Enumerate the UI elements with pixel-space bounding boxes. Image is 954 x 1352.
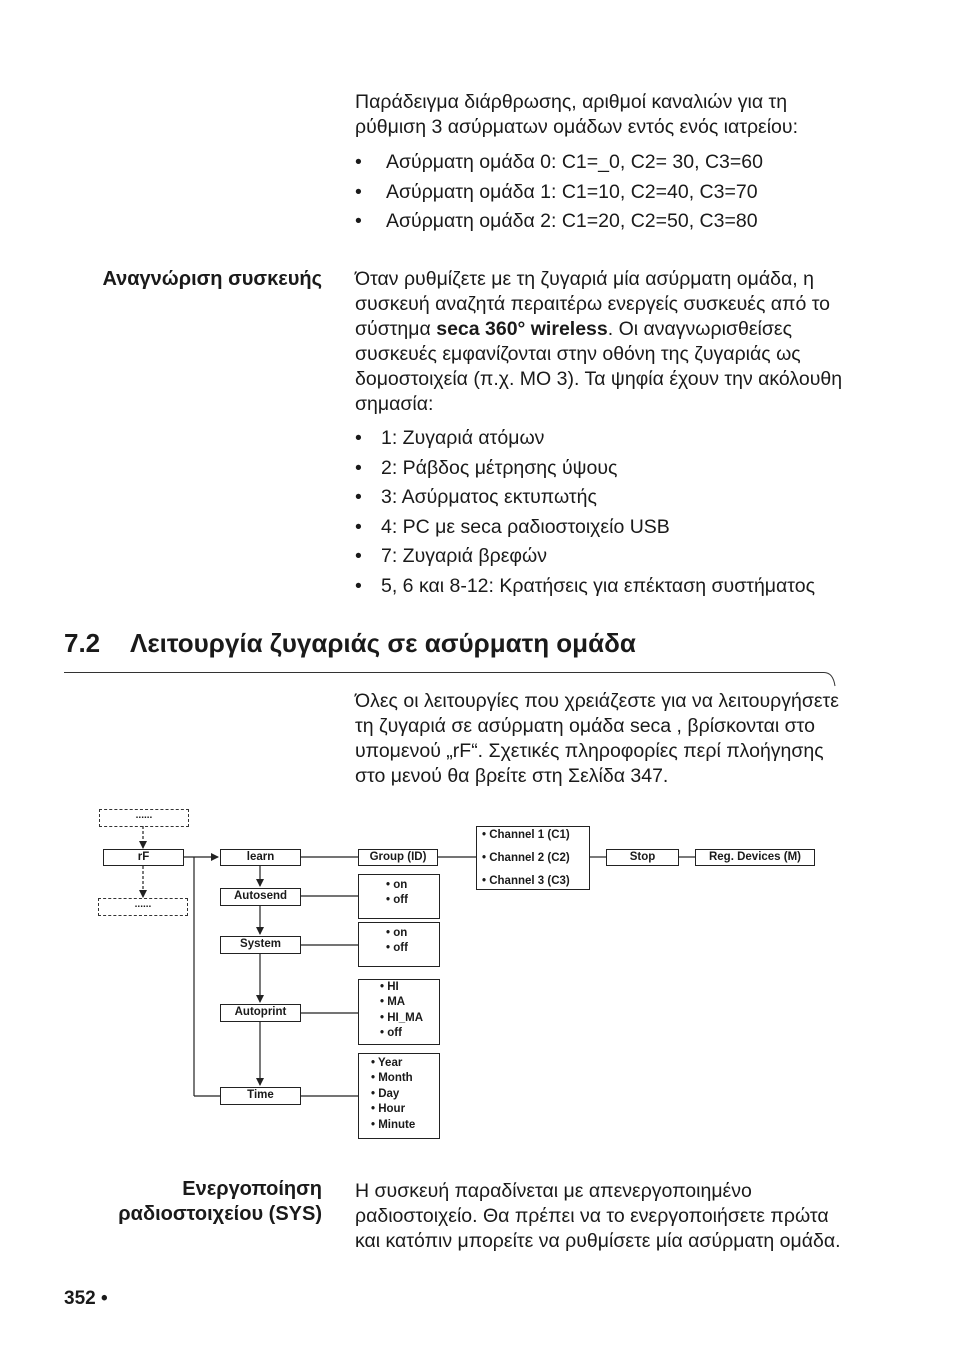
menu-group-id: Group (ID) bbox=[358, 849, 438, 866]
option-hour: • Hour bbox=[371, 1103, 406, 1116]
option-month: • Month bbox=[371, 1072, 413, 1085]
page-number: 352 • bbox=[64, 1288, 108, 1309]
list-item: • 4: PC με seca ραδιοστοιχείο USB bbox=[355, 515, 845, 540]
section-number: 7.2 bbox=[64, 628, 101, 658]
activation-heading-line1: Ενεργοποίηση bbox=[182, 1178, 322, 1200]
option-hi: • HI bbox=[380, 981, 399, 993]
section-title: Λειτουργία ζυγαριάς σε ασύρματη ομάδα bbox=[130, 628, 636, 658]
menu-root-rf: rF bbox=[103, 849, 184, 866]
autoprint-options bbox=[358, 979, 440, 1045]
intro-paragraph: Παράδειγμα διάρθρωσης, αριθμοί καναλιών για τη ρύθμιση 3 ασύρματων ομάδων εντός ενός ιατρείου: bbox=[355, 91, 798, 138]
option-hi-ma: • HI_MA bbox=[380, 1011, 424, 1024]
autosend-options bbox=[358, 874, 440, 919]
text-span: Όταν ρυθμίζετε με τη ζυγαριά μία ασύρματη ομάδα, η συσκευή αναζητά περαιτέρω ενεργείς συσκευές από το σύστημα bbox=[355, 268, 831, 340]
option-off: • off bbox=[380, 1027, 402, 1040]
menu-item-autoprint: Autoprint bbox=[220, 1004, 301, 1022]
list-item: • 2: Ράβδος μέτρησης ύψους bbox=[355, 456, 845, 481]
menu-reg-devices: Reg. Devices (M) bbox=[695, 849, 815, 866]
activation-paragraph: Η συσκευή παραδίνεται με απενεργοποιημένο ραδιοστοιχείο. Θα πρέπει να το ενεργοποιήσετε πρώτα και κατόπιν μπορείτε να ρυθμίσετε μία ασύρματη ομάδα. bbox=[355, 1180, 841, 1252]
option-year: • Year bbox=[371, 1057, 403, 1069]
menu-item-learn: learn bbox=[220, 849, 301, 866]
list-item: • 7: Ζυγαριά βρεφών bbox=[355, 544, 845, 569]
option-on: • on bbox=[386, 879, 408, 891]
list-item: • Ασύρματη ομάδα 1: C1=10, C2=40, C3=70 bbox=[355, 180, 845, 205]
option-ma: • MA bbox=[380, 996, 406, 1009]
time-options bbox=[358, 1053, 440, 1139]
text-span: . Οι αναγνωρισθείσες συσκευές εμφανίζονται στην οθόνη της ζυγαριάς ως δομοστοιχεία (π.χ. MO 3). Τα ψηφία έχουν την ακόλουθη σημασία: bbox=[355, 318, 843, 415]
activation-heading bbox=[118, 1177, 322, 1227]
option-off: • off bbox=[386, 894, 408, 907]
dots-bottom: ...... bbox=[98, 898, 188, 916]
list-item: • Ασύρματη ομάδα 0: C1=_0, C2= 30, C3=60 bbox=[355, 150, 845, 175]
device-recognition-heading: Αναγνώριση συσκευής bbox=[102, 268, 322, 290]
list-item: • 3: Ασύρματος εκτυπωτής bbox=[355, 485, 845, 510]
menu-item-time: Time bbox=[220, 1087, 301, 1105]
channels-box bbox=[476, 826, 590, 890]
option-minute: • Minute bbox=[371, 1118, 416, 1131]
menu-item-system: System bbox=[220, 936, 301, 954]
activation-heading-line2: ραδιοστοιχείου (SYS) bbox=[118, 1203, 322, 1225]
channel-2: • Channel 2 (C2) bbox=[482, 852, 570, 864]
product-name: seca 360° wireless bbox=[436, 318, 608, 340]
channel-1: • Channel 1 (C1) bbox=[482, 829, 570, 841]
option-on: • on bbox=[386, 927, 408, 939]
option-day: • Day bbox=[371, 1087, 400, 1100]
channel-3: • Channel 3 (C3) bbox=[482, 875, 570, 887]
list-item: • 5, 6 και 8-12: Κρατήσεις για επέκταση συστήματος bbox=[355, 574, 845, 599]
menu-item-autosend: Autosend bbox=[220, 888, 301, 906]
dots-top: ...... bbox=[99, 809, 189, 827]
list-item: • Ασύρματη ομάδα 2: C1=20, C2=50, C3=80 bbox=[355, 209, 845, 234]
system-options bbox=[358, 922, 440, 967]
menu-stop: Stop bbox=[606, 849, 679, 866]
option-off: • off bbox=[386, 942, 408, 955]
list-item: • 1: Ζυγαριά ατόμων bbox=[355, 426, 845, 451]
section-paragraph: Όλες οι λειτουργίες που χρειάζεστε για να λειτουργήσετε τη ζυγαριά σε ασύρματη ομάδα seca , βρίσκονται στο υπομενού „rF“. Σχετικές πληροφορίες περί πλοήγησης στο μενού θα βρείτε στη Σελίδα 347. bbox=[355, 690, 839, 787]
